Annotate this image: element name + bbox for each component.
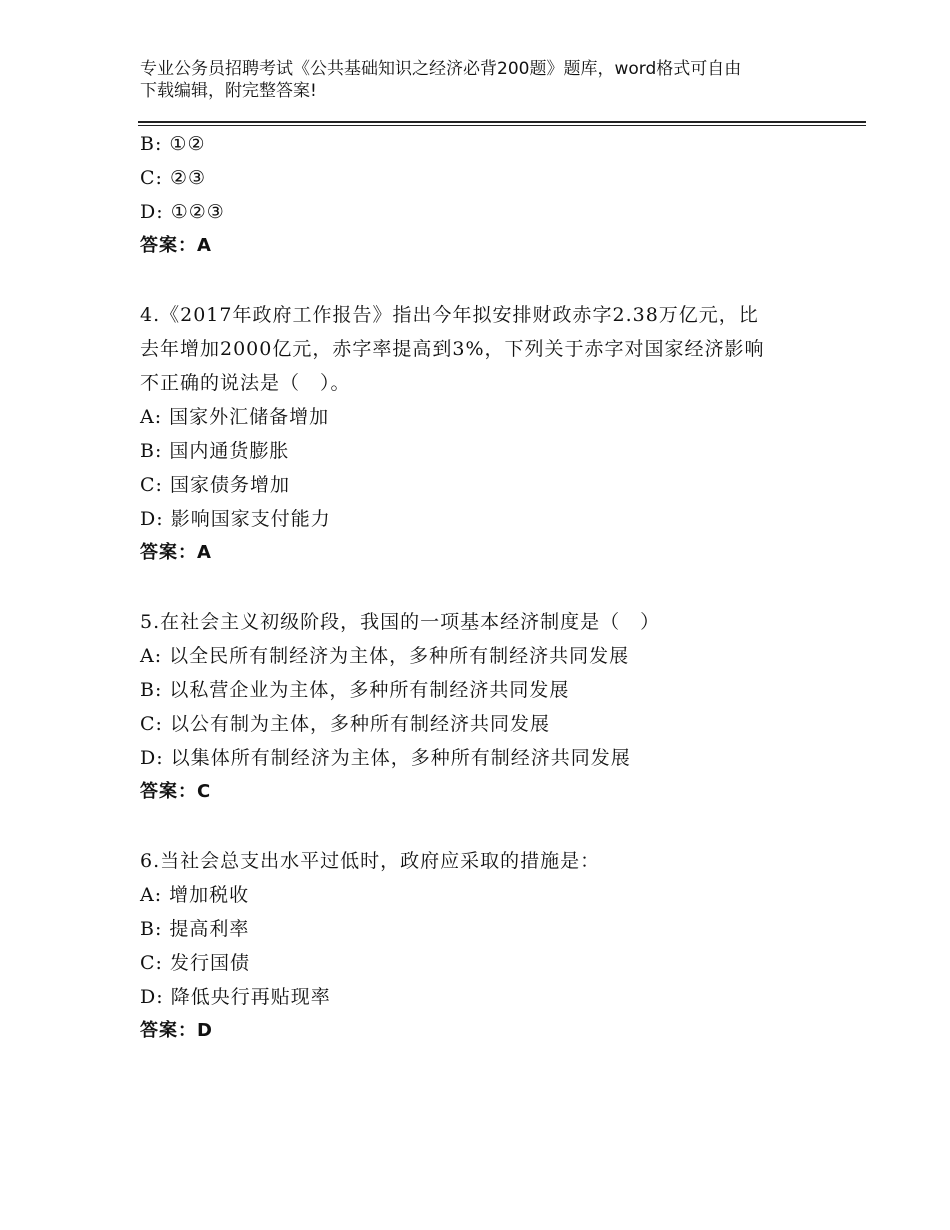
header-divider-thin xyxy=(138,125,866,126)
option-c xyxy=(140,707,860,741)
option-key: B: xyxy=(140,679,163,701)
option-text: 影响国家支付能力 xyxy=(170,508,331,530)
option-key: A: xyxy=(140,645,163,667)
option-text: 国家债务增加 xyxy=(170,474,291,496)
question-5 xyxy=(140,605,860,809)
header-line-2: 下载编辑，附完整答案! xyxy=(140,81,317,101)
question-text-line: 6.当社会总支出水平过低时，政府应采取的措施是： xyxy=(140,850,601,872)
option-text: 以集体所有制经济为主体，多种所有制经济共同发展 xyxy=(170,747,631,769)
option-b xyxy=(140,127,860,161)
option-d xyxy=(140,502,860,536)
answer-line: 答案：D xyxy=(140,1020,213,1041)
option-key: B: xyxy=(140,133,163,155)
option-b xyxy=(140,434,860,468)
answer-line: 答案：C xyxy=(140,781,212,802)
option-text: 国家外汇储备增加 xyxy=(169,406,330,428)
option-key: D: xyxy=(140,508,164,530)
spacer xyxy=(140,809,860,844)
question-content xyxy=(140,127,860,1048)
option-key: C: xyxy=(140,952,163,974)
option-key: D: xyxy=(140,201,164,223)
option-key: B: xyxy=(140,918,163,940)
header-divider-thick xyxy=(138,121,866,123)
option-key: C: xyxy=(140,713,163,735)
option-b xyxy=(140,673,860,707)
option-a xyxy=(140,400,860,434)
option-d xyxy=(140,980,860,1014)
option-text: 发行国债 xyxy=(170,952,251,974)
option-c xyxy=(140,468,860,502)
option-a xyxy=(140,878,860,912)
option-text: 以公有制为主体，多种所有制经济共同发展 xyxy=(170,713,551,735)
option-text: 国内通货膨胀 xyxy=(169,440,290,462)
spacer xyxy=(140,263,860,298)
option-key: D: xyxy=(140,747,164,769)
question-6 xyxy=(140,844,860,1048)
option-text: 提高利率 xyxy=(169,918,250,940)
question-text-line: 去年增加2000亿元，赤字率提高到3%，下列关于赤字对国家经济影响 xyxy=(140,338,765,360)
option-c xyxy=(140,161,860,195)
option-key: B: xyxy=(140,440,163,462)
page-header xyxy=(140,58,820,102)
option-text: ①② xyxy=(169,133,206,155)
option-d xyxy=(140,195,860,229)
question-4 xyxy=(140,298,860,570)
question-3-continuation xyxy=(140,127,860,263)
option-b xyxy=(140,912,860,946)
option-c xyxy=(140,946,860,980)
header-line-1: 专业公务员招聘考试《公共基础知识之经济必背200题》题库，word格式可自由 xyxy=(140,59,742,79)
option-d xyxy=(140,741,860,775)
answer-line: 答案：A xyxy=(140,542,212,563)
option-key: A: xyxy=(140,884,163,906)
option-key: C: xyxy=(140,474,163,496)
question-text-line: 5.在社会主义初级阶段，我国的一项基本经济制度是（ ） xyxy=(140,611,661,633)
option-key: C: xyxy=(140,167,163,189)
option-a xyxy=(140,639,860,673)
option-text: 增加税收 xyxy=(169,884,250,906)
option-key: A: xyxy=(140,406,163,428)
option-text: ②③ xyxy=(170,167,207,189)
option-key: D: xyxy=(140,986,164,1008)
option-text: 以私营企业为主体，多种所有制经济共同发展 xyxy=(169,679,570,701)
spacer xyxy=(140,570,860,605)
option-text: 以全民所有制经济为主体，多种所有制经济共同发展 xyxy=(169,645,630,667)
answer-line: 答案：A xyxy=(140,235,212,256)
option-text: ①②③ xyxy=(170,201,225,223)
question-text-line: 不正确的说法是（ ）。 xyxy=(140,372,351,394)
question-text-line: 4.《2017年政府工作报告》指出今年拟安排财政赤字2.38万亿元，比 xyxy=(140,304,759,326)
option-text: 降低央行再贴现率 xyxy=(170,986,331,1008)
